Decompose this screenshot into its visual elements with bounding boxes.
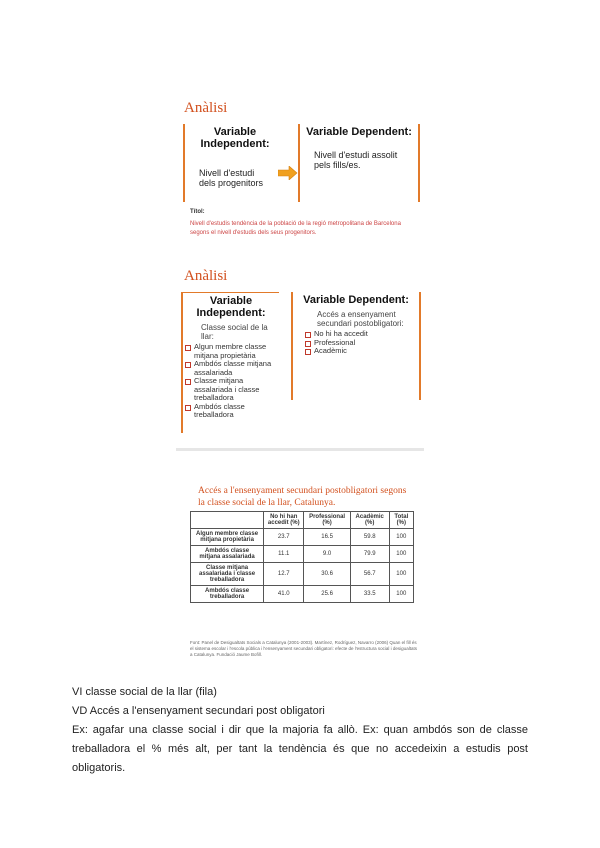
list-item: Ambdós classe treballadora — [185, 403, 275, 420]
table-row — [191, 529, 414, 546]
dependent-heading-1: Variable Dependent: — [306, 126, 412, 138]
table-cell: 100 — [389, 586, 413, 603]
example-paragraph: Ex: agafar una classe social i dir que la majoria fa allò. Ex: quan ambdós son de classe treballadora el % més alt, per tant la tendència és que no accedeixin a estudis post obligatoris. — [72, 724, 528, 774]
table-row — [191, 563, 414, 586]
table-header-cell: Professional (%) — [304, 512, 350, 529]
list-item: Ambdós classe mitjana assalariada — [185, 360, 275, 377]
dependent-intro-2: Accés a ensenyament secundari postobligatori: — [317, 310, 404, 328]
table-cell: 25.6 — [304, 586, 350, 603]
list-item: Classe mitjana assalariada i classe treballadora — [185, 377, 275, 403]
independent-heading-1: Variable Independent: — [200, 126, 270, 150]
dependent-box-1 — [298, 124, 420, 202]
dependent-heading-2: Variable Dependent: — [303, 294, 409, 306]
vd-line: VD Accés a l'ensenyament secundari post obligatori — [72, 705, 325, 717]
table-cell: 100 — [389, 529, 413, 546]
dependent-body-1: Nivell d'estudi assolit pels fills/es. — [314, 150, 398, 170]
slide-divider — [176, 448, 424, 451]
table-header-cell — [191, 512, 264, 529]
row-label: Algun membre classe mitjana propietària — [191, 529, 264, 546]
table-cell: 30.6 — [304, 563, 350, 586]
row-label: Ambdós classe treballadora — [191, 586, 264, 603]
independent-heading-2: Variable Independent: — [196, 295, 266, 319]
table-row — [191, 586, 414, 603]
table-cell: 41.0 — [264, 586, 304, 603]
body-text — [72, 683, 528, 778]
row-label: Classe mitjana assalariada i classe treballadora — [191, 563, 264, 586]
table-header-cell: Total (%) — [389, 512, 413, 529]
table-cell: 11.1 — [264, 546, 304, 563]
vi-line: VI classe social de la llar (fila) — [72, 686, 217, 698]
table-cell: 16.5 — [304, 529, 350, 546]
slide-2-title: Anàlisi — [184, 268, 228, 284]
independent-list-2 — [185, 343, 275, 420]
table-source: Font: Panel de Desigualtats Socials a Catalunya (2001-2003). Martínez, Rodríguez, Navarro (2006) Quan el fill és el sistema escolar i l'escola pública i l'ensenyament secundari obligatori: efecte de l'estructura social i desigualtats a Catalunya. Fundació Jaume Bofill. — [190, 640, 417, 657]
table-cell: 79.9 — [350, 546, 389, 563]
row-label: Ambdós classe mitjana assalariada — [191, 546, 264, 563]
table-cell: 9.0 — [304, 546, 350, 563]
table-header-row — [191, 512, 414, 529]
table-cell: 100 — [389, 546, 413, 563]
titol-label: Títol: — [190, 209, 205, 215]
independent-box-1 — [183, 124, 285, 202]
independent-box-2 — [181, 292, 279, 433]
table-header-cell: Acadèmic (%) — [350, 512, 389, 529]
slide-1-title: Anàlisi — [184, 100, 228, 116]
table-cell: 23.7 — [264, 529, 304, 546]
dependent-box-2 — [291, 292, 421, 400]
table-title: Accés a l'ensenyament secundari postobligatori segons la classe social de la llar, Catalunya. — [198, 486, 407, 508]
list-item: Algun membre classe mitjana propietària — [185, 343, 275, 360]
table-header-cell: No hi han accedit (%) — [264, 512, 304, 529]
data-table — [190, 511, 414, 603]
table-cell: 33.5 — [350, 586, 389, 603]
table-cell: 12.7 — [264, 563, 304, 586]
list-item: No hi ha accedit — [305, 330, 419, 339]
independent-body-1: Nivell d'estudi dels progenitors — [199, 168, 264, 188]
list-item: Professional — [305, 339, 419, 348]
titol-text: Nivell d'estudis tendència de la població de la regió metropolitana de Barcelona segons el nivell d'estudis dels seus progenitors. — [190, 221, 401, 236]
independent-intro-2: Classe social de la llar: — [201, 323, 268, 341]
table-cell: 100 — [389, 563, 413, 586]
table-cell: 59.8 — [350, 529, 389, 546]
list-item: Acadèmic — [305, 347, 419, 356]
arrow-icon — [278, 166, 298, 180]
table-cell: 56.7 — [350, 563, 389, 586]
dependent-list-2 — [305, 330, 419, 356]
table-row — [191, 546, 414, 563]
